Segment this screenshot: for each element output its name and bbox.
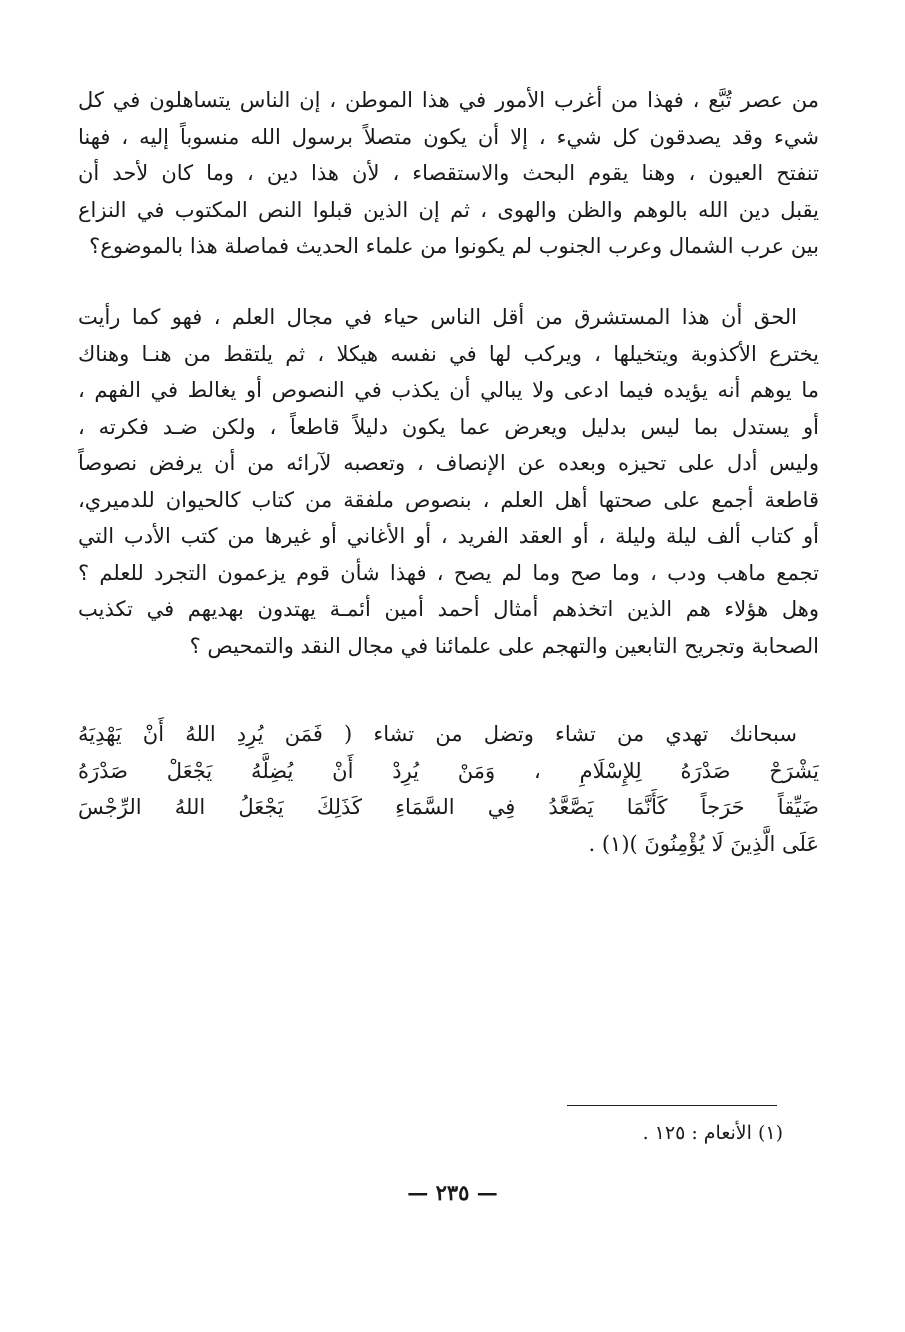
text-line: ضَيِّقاً حَرَجاً كَأَنَّمَا يَصَّعَّدُ فِي السَّمَاءِ كَذَلِكَ يَجْعَلُ اللهُ الرِّجْسَ xyxy=(78,795,819,819)
text-line: تنفتح العيون ، وهنا يقوم البحث والاستقصاء ، لأن هذا دين ، وما كان لأحد أن xyxy=(78,161,819,185)
text-line: سبحانك تهدي من تشاء وتضل من تشاء ( فَمَن يُرِدِ اللهُ أَنْ يَهْدِيَهُ xyxy=(78,722,797,746)
text-line: عَلَى الَّذِينَ لَا يُؤْمِنُونَ )(١) . xyxy=(588,831,819,856)
text-line: أو يستدل بما ليس بدليل ويعرض عما يكون دليلاً قاطعاً ، ولكن ضـد فكرته ، xyxy=(78,414,819,439)
text-line: يقبل دين الله بالوهم والظن والهوى ، ثم إن الذين قبلوا النص المكتوب في النزاع xyxy=(78,197,819,222)
text-line: الصحابة وتجريح التابعين والتهجم على علمائنا في مجال النقد والتمحيص ؟ xyxy=(189,633,819,658)
text-line: أو كتاب ألف ليلة وليلة ، أو العقد الفريد ، أو الأغاني أو غيرها من كتب الأدب التي xyxy=(78,524,819,548)
text-line: وليس أدل على تحيزه وبعده عن الإنصاف ، وتعصبه لآرائه من أن يرفض نصوصاً xyxy=(78,451,819,475)
paragraph-3 xyxy=(78,716,819,862)
text-line: يَشْرَحْ صَدْرَهُ لِلإِسْلَامِ ، وَمَنْ يُرِدْ أَنْ يُضِلَّهُ يَجْعَلْ صَدْرَهُ xyxy=(78,758,819,783)
text-line: ما يوهم أنه يؤيده فيما ادعى ولا يبالي أن يكذب في النصوص أو يغالط في الفهم ، xyxy=(78,378,819,402)
text-line: وهل هؤلاء هم الذين اتخذهم أمثال أحمد أمين أئمـة يهتدون بهديهم في تكذيب xyxy=(78,597,819,621)
footnote: (١) الأنعام : ١٢٥ . xyxy=(642,1122,783,1144)
text-line: الحق أن هذا المستشرق من أقل الناس حياء في مجال العلم ، فهو كما رأيت xyxy=(78,305,797,329)
paragraph-1 xyxy=(78,82,819,265)
paragraph-2 xyxy=(78,299,819,664)
text-line: يخترع الأكذوبة ويتخيلها ، ويركب لها في نفسه هيكلا ، ثم يلتقط من هنـا وهناك xyxy=(78,341,819,366)
page-number: — ٢٣٥ — xyxy=(407,1180,498,1205)
text-line: قاطعة أجمع على صحتها أهل العلم ، بنصوص ملفقة من كتاب كالحيوان للدميري، xyxy=(78,487,819,512)
text-line: من عصر تُبَّع ، فهذا من أغرب الأمور في هذا الموطن ، إن الناس يتساهلون في كل xyxy=(78,88,819,112)
footnote-divider xyxy=(567,1105,777,1106)
text-line: شيء وقد يصدقون كل شيء ، إلا أن يكون متصلاً برسول الله منسوباً إليه ، فهنا xyxy=(78,124,819,149)
text-line: تجمع ماهب ودب ، وما صح وما لم يصح ، فهذا شأن قوم يزعمون التجرد للعلم ؟ xyxy=(78,560,819,585)
text-line: بين عرب الشمال وعرب الجنوب لم يكونوا من علماء الحديث فماصلة هذا بالموضوع؟ xyxy=(89,234,819,258)
